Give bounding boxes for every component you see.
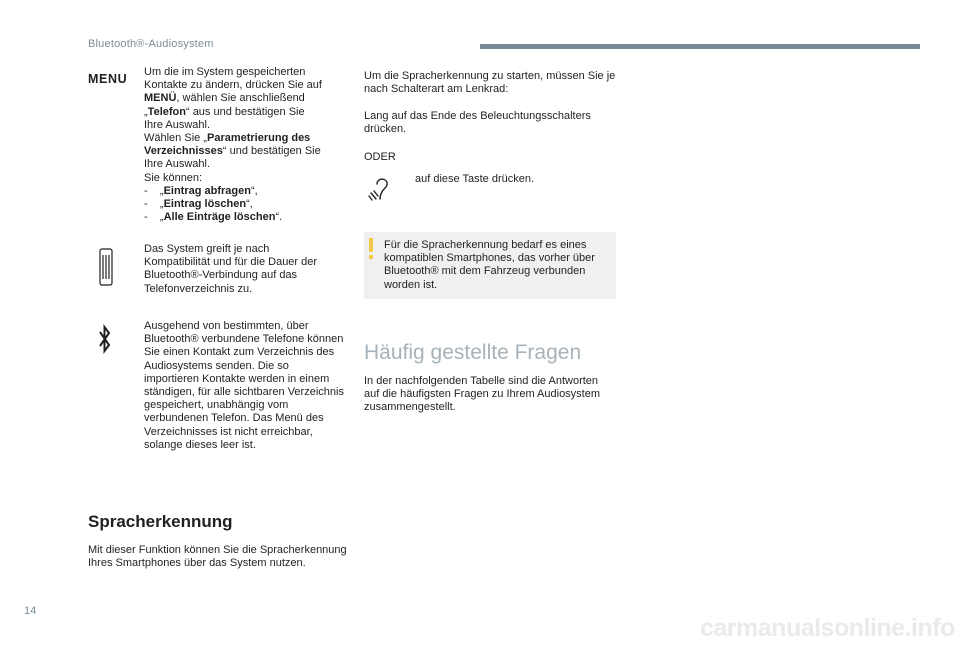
contacts-line: „Telefon“ aus und bestätigen Sie	[144, 105, 305, 118]
contacts-line: Ihre Auswahl.	[144, 118, 211, 131]
contacts-option: - „Eintrag löschen“,	[144, 198, 253, 211]
phone-paragraph: Das System greift je nach Kompatibilität und für die Dauer der Bluetooth®-Verbindung auf das Telefonverzeichnis zu.	[144, 243, 318, 295]
section-title-spracherkennung: Spracherkennung	[88, 512, 233, 531]
menu-key-icon: MENU	[88, 72, 128, 86]
faq-paragraph: In der nachfolgenden Tabelle sind die Antworten auf die häufigsten Fragen zu Ihrem Audiosystem zusammengestellt.	[364, 375, 601, 414]
header-title: Bluetooth®-Audiosystem	[88, 38, 214, 50]
contacts-line: Sie können:	[144, 171, 203, 184]
contacts-line: Verzeichnisses“ und bestätigen Sie	[144, 145, 321, 158]
info-text: Für die Spracherkennung bedarf es eines kompatiblen Smartphones, das vorher über Bluetooth® mit dem Fahrzeug verbunden worden ist.	[384, 239, 595, 291]
info-icon-dot	[369, 255, 373, 259]
spracherkennung-paragraph: Mit dieser Funktion können Sie die Spracherkennung Ihres Smartphones über das System nutzen.	[88, 544, 347, 570]
header-rule	[480, 44, 920, 49]
voice-start-paragraph: Um die Spracherkennung zu starten, müssen Sie je nach Schalterart am Lenkrad:	[364, 70, 616, 96]
contacts-instructions	[144, 66, 344, 224]
watermark: carmanualsonline.info	[700, 614, 955, 642]
contacts-line: Kontakte zu ändern, drücken Sie auf	[144, 79, 322, 92]
info-icon	[369, 238, 373, 252]
bluetooth-icon	[99, 324, 111, 354]
bluetooth-paragraph: Ausgehend von bestimmten, über Bluetooth® verbundene Telefone können Sie einen Kontakt zum Verzeichnis des Audiosystems senden. Die so importieren Kontakte werden in einem ständigen, für alle sichtbaren Verzeichnis gespeichert, unabhängig vom verbundenen Telefon. Das Menü des Verzeichnisses ist nicht erreichbar, solange dieses leer ist.	[144, 320, 344, 451]
contacts-line: Um die im System gespeicherten	[144, 66, 306, 78]
voice-command-icon	[368, 177, 398, 205]
page-number: 14	[24, 605, 37, 617]
phone-icon	[99, 248, 113, 286]
light-switch-paragraph: Lang auf das Ende des Beleuchtungsschalters drücken.	[364, 110, 591, 136]
voice-key-text: auf diese Taste drücken.	[415, 173, 535, 185]
or-label: ODER	[364, 151, 396, 163]
contacts-option: - „Eintrag abfragen“,	[144, 184, 258, 197]
contacts-line: MENÜ, wählen Sie anschließend	[144, 92, 305, 105]
faq-title: Häufig gestellte Fragen	[364, 341, 582, 364]
contacts-line: Ihre Auswahl.	[144, 158, 211, 171]
contacts-option: - „Alle Einträge löschen“.	[144, 211, 283, 224]
contacts-line: Wählen Sie „Parametrierung des	[144, 132, 311, 145]
